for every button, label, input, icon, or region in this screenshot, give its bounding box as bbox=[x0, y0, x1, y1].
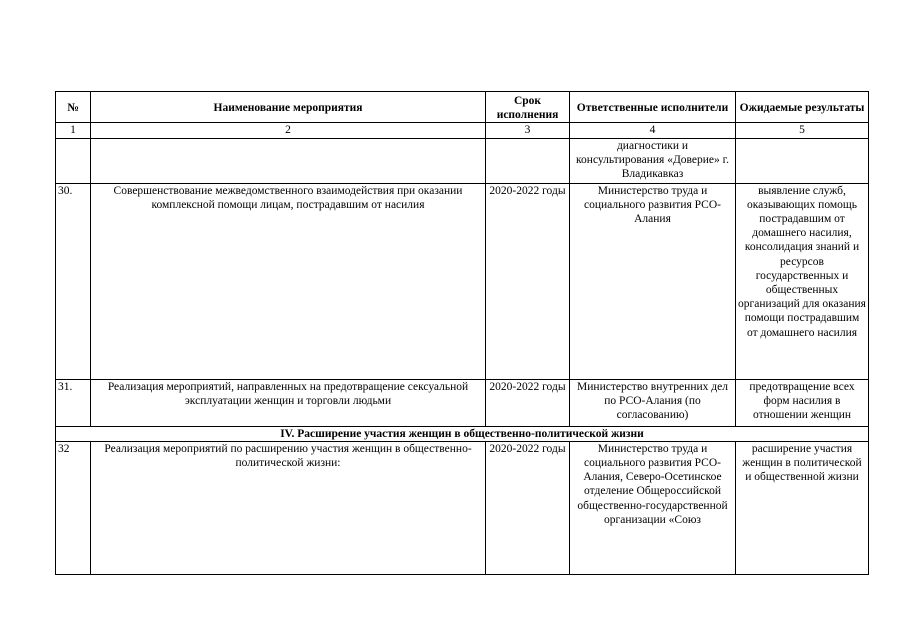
row-name: Совершенствование межведомственного взаимодействия при оказании комплексной помощи лицам, пострадавшим от насилия bbox=[91, 183, 486, 379]
row-number: 32 bbox=[56, 441, 91, 574]
header-name: Наименование мероприятия bbox=[91, 92, 486, 123]
continued-results bbox=[736, 138, 869, 183]
row-responsible: Министерство труда и социального развития РСО-Алания bbox=[570, 183, 736, 379]
row-term: 2020-2022 годы bbox=[486, 183, 570, 379]
column-number-2: 2 bbox=[91, 123, 486, 138]
header-term: Срок исполнения bbox=[486, 92, 570, 123]
row-name: Реализация мероприятий по расширению участия женщин в общественно-политической жизни: bbox=[91, 441, 486, 574]
continued-term bbox=[486, 138, 570, 183]
row-name: Реализация мероприятий, направленных на предотвращение сексуальной эксплуатации женщин и торговли людьми bbox=[91, 379, 486, 426]
row-number: 30. bbox=[56, 183, 91, 379]
table-row bbox=[56, 379, 869, 426]
column-number-5: 5 bbox=[736, 123, 869, 138]
continued-no bbox=[56, 138, 91, 183]
row-responsible: Министерство труда и социального развития РСО-Алания, Северо-Осетинское отделение Общероссийской общественно-государственной организации «Союз bbox=[570, 441, 736, 574]
column-number-1: 1 bbox=[56, 123, 91, 138]
header-results: Ожидаемые результаты bbox=[736, 92, 869, 123]
continued-responsible: диагностики и консультирования «Доверие» г. Владикавказ bbox=[570, 138, 736, 183]
row-results: выявление служб, оказывающих помощь пострадавшим от домашнего насилия, консолидация знаний и ресурсов государственных и общественных организаций для оказания помощи пострадавшим от домашнего насилия bbox=[736, 183, 869, 379]
table-row bbox=[56, 183, 869, 379]
header-responsible: Ответственные исполнители bbox=[570, 92, 736, 123]
row-responsible: Министерство внутренних дел по РСО-Алания (по согласованию) bbox=[570, 379, 736, 426]
continued-name bbox=[91, 138, 486, 183]
row-term: 2020-2022 годы bbox=[486, 379, 570, 426]
measures-table bbox=[55, 91, 869, 575]
continued-row bbox=[56, 138, 869, 183]
section-row bbox=[56, 426, 869, 441]
row-number: 31. bbox=[56, 379, 91, 426]
column-number-row bbox=[56, 123, 869, 138]
section-title: IV. Расширение участия женщин в общественно-политической жизни bbox=[56, 426, 869, 441]
row-term: 2020-2022 годы bbox=[486, 441, 570, 574]
column-number-3: 3 bbox=[486, 123, 570, 138]
column-number-4: 4 bbox=[570, 123, 736, 138]
row-results: расширение участия женщин в политической и общественной жизни bbox=[736, 441, 869, 574]
header-row bbox=[56, 92, 869, 123]
header-no: № bbox=[56, 92, 91, 123]
row-results: предотвращение всех форм насилия в отношении женщин bbox=[736, 379, 869, 426]
table-row bbox=[56, 441, 869, 574]
